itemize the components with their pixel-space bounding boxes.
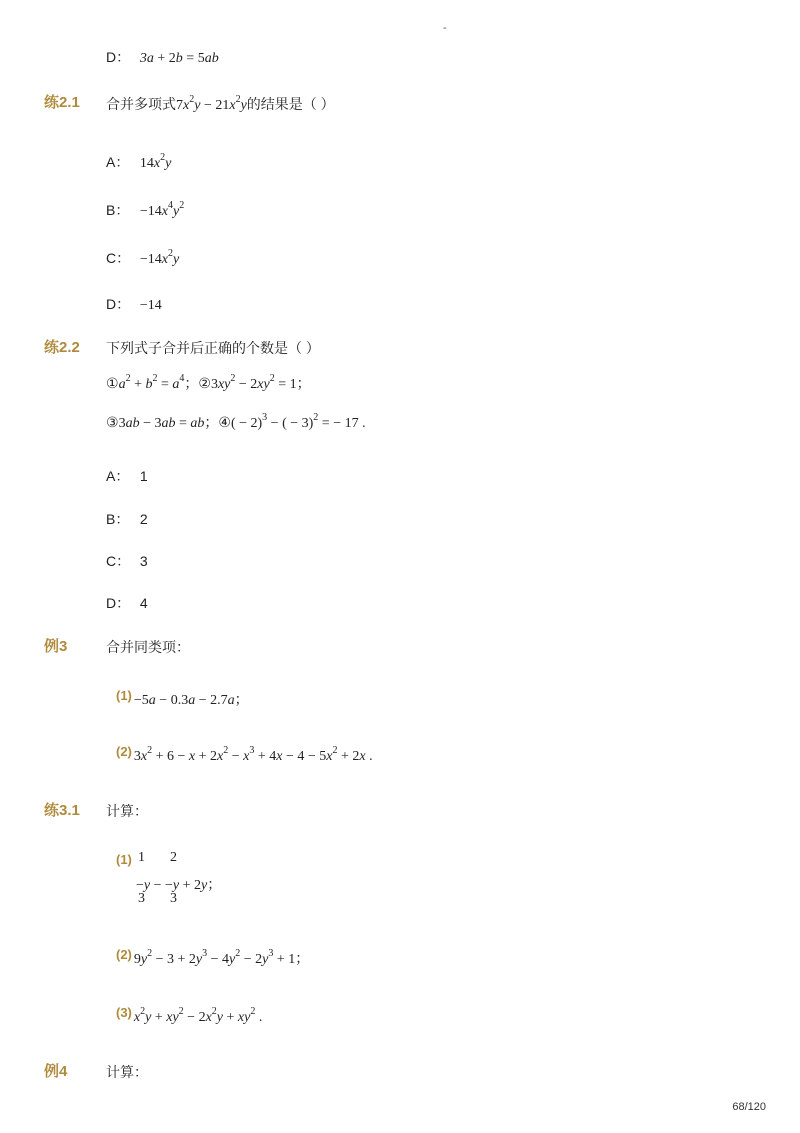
question-2-2: 下列式子合并后正确的个数是（ ） <box>106 340 320 356</box>
question-text-end: 的结果是（ ） <box>246 96 335 112</box>
example-4-question: 计算： <box>106 1064 148 1080</box>
option-value: 1 <box>139 468 148 484</box>
option-expr: $-14x^2y$ <box>139 248 180 267</box>
example-3-item-2 <box>116 744 373 765</box>
option-label: D： <box>106 595 131 611</box>
option-b-2-1[interactable] <box>106 200 184 220</box>
fraction-numerator-1: 1 <box>138 850 145 865</box>
problem-3-1-item-3 <box>116 1005 262 1026</box>
option-label: D： <box>106 49 131 65</box>
circled-1: ① <box>106 375 119 391</box>
statement-1-expr: $a^2 + b^2 = a^4$ <box>118 373 185 392</box>
item-expr: −y − −y + 2y； <box>136 878 222 893</box>
example-3-question: 合并同类项： <box>106 639 190 655</box>
fraction-numerator-2: 2 <box>170 850 177 865</box>
question-expr: $7x^2y - 21x^2y$ <box>176 94 247 113</box>
problem-tag-2-2: 练2.2 <box>44 339 80 356</box>
option-b-2-2[interactable] <box>106 509 148 529</box>
option-value: 3 <box>139 553 148 569</box>
fraction-denominator-2: 3 <box>170 891 177 906</box>
question-text: 合并多项式 <box>106 96 176 112</box>
option-expr: $-14x^4y^2$ <box>139 200 185 219</box>
option-label: B： <box>106 202 130 218</box>
problem-tag-2-1: 练2.1 <box>44 94 80 111</box>
option-d-2-2[interactable] <box>106 593 148 613</box>
option-label: B： <box>106 511 130 527</box>
question-2-1 <box>106 94 335 114</box>
example-tag-4: 例4 <box>44 1063 68 1080</box>
example-tag-3: 例3 <box>44 638 68 655</box>
option-label: C： <box>106 250 131 266</box>
statement-2-expr: $3xy^2 - 2xy^2 = 1$； <box>210 373 311 392</box>
circled-3: ③ <box>106 414 119 430</box>
option-a-2-1[interactable] <box>106 152 171 172</box>
item-number: (3) <box>116 1005 132 1020</box>
item-expr: $9y^2 - 3 + 2y^3 - 4y^2 - 2y^3 + 1$； <box>133 948 310 967</box>
option-label: A： <box>106 468 130 484</box>
item-expr: $3x^2 + 6 - x + 2x^2 - x^3 + 4x - 4 - 5x^2 + 2x$ . <box>133 745 373 764</box>
statement-3-expr: 3ab − 3ab = ab <box>118 416 205 431</box>
item-expr: $x^2y + xy^2 - 2x^2y + xy^2$ . <box>133 1006 263 1025</box>
problem-3-1-item-1-expr <box>136 874 221 894</box>
option-expr: −14 <box>139 298 162 313</box>
option-value: 2 <box>139 511 148 527</box>
option-c-2-1[interactable] <box>106 248 179 268</box>
problem-3-1-item-2 <box>116 947 309 968</box>
option-a-2-2[interactable] <box>106 466 148 486</box>
item-number: (2) <box>116 947 132 962</box>
option-label: C： <box>106 553 131 569</box>
circled-4: ；④ <box>204 414 231 430</box>
top-mark: - <box>443 22 447 34</box>
prev-option-d <box>106 47 219 67</box>
option-d-2-1[interactable] <box>106 294 162 314</box>
problem-3-1-item-1-number <box>116 852 134 871</box>
option-label: A： <box>106 154 130 170</box>
item-number: (2) <box>116 744 132 759</box>
option-expr: 3a + 2b = 5ab <box>139 51 219 66</box>
item-number: (1) <box>116 852 132 867</box>
problem-tag-3-1: 练3.1 <box>44 802 80 819</box>
option-label: D： <box>106 296 131 312</box>
item-number: (1) <box>116 688 132 703</box>
statement-4-expr: ( − 2)$^3$ − ( − 3)$^2$ = − 17 . <box>230 412 366 431</box>
example-3-item-1 <box>116 688 249 709</box>
statements-line-1 <box>106 373 311 393</box>
statements-line-2 <box>106 412 366 432</box>
question-3-1: 计算： <box>106 803 148 819</box>
option-value: 4 <box>139 595 148 611</box>
fraction-denominator-1: 3 <box>138 891 145 906</box>
option-expr: $14x^2y$ <box>139 152 172 171</box>
option-c-2-2[interactable] <box>106 551 148 571</box>
page-number: 68/120 <box>732 1101 766 1113</box>
circled-2: ；② <box>184 375 211 391</box>
item-expr: −5a − 0.3a − 2.7a； <box>133 693 249 708</box>
